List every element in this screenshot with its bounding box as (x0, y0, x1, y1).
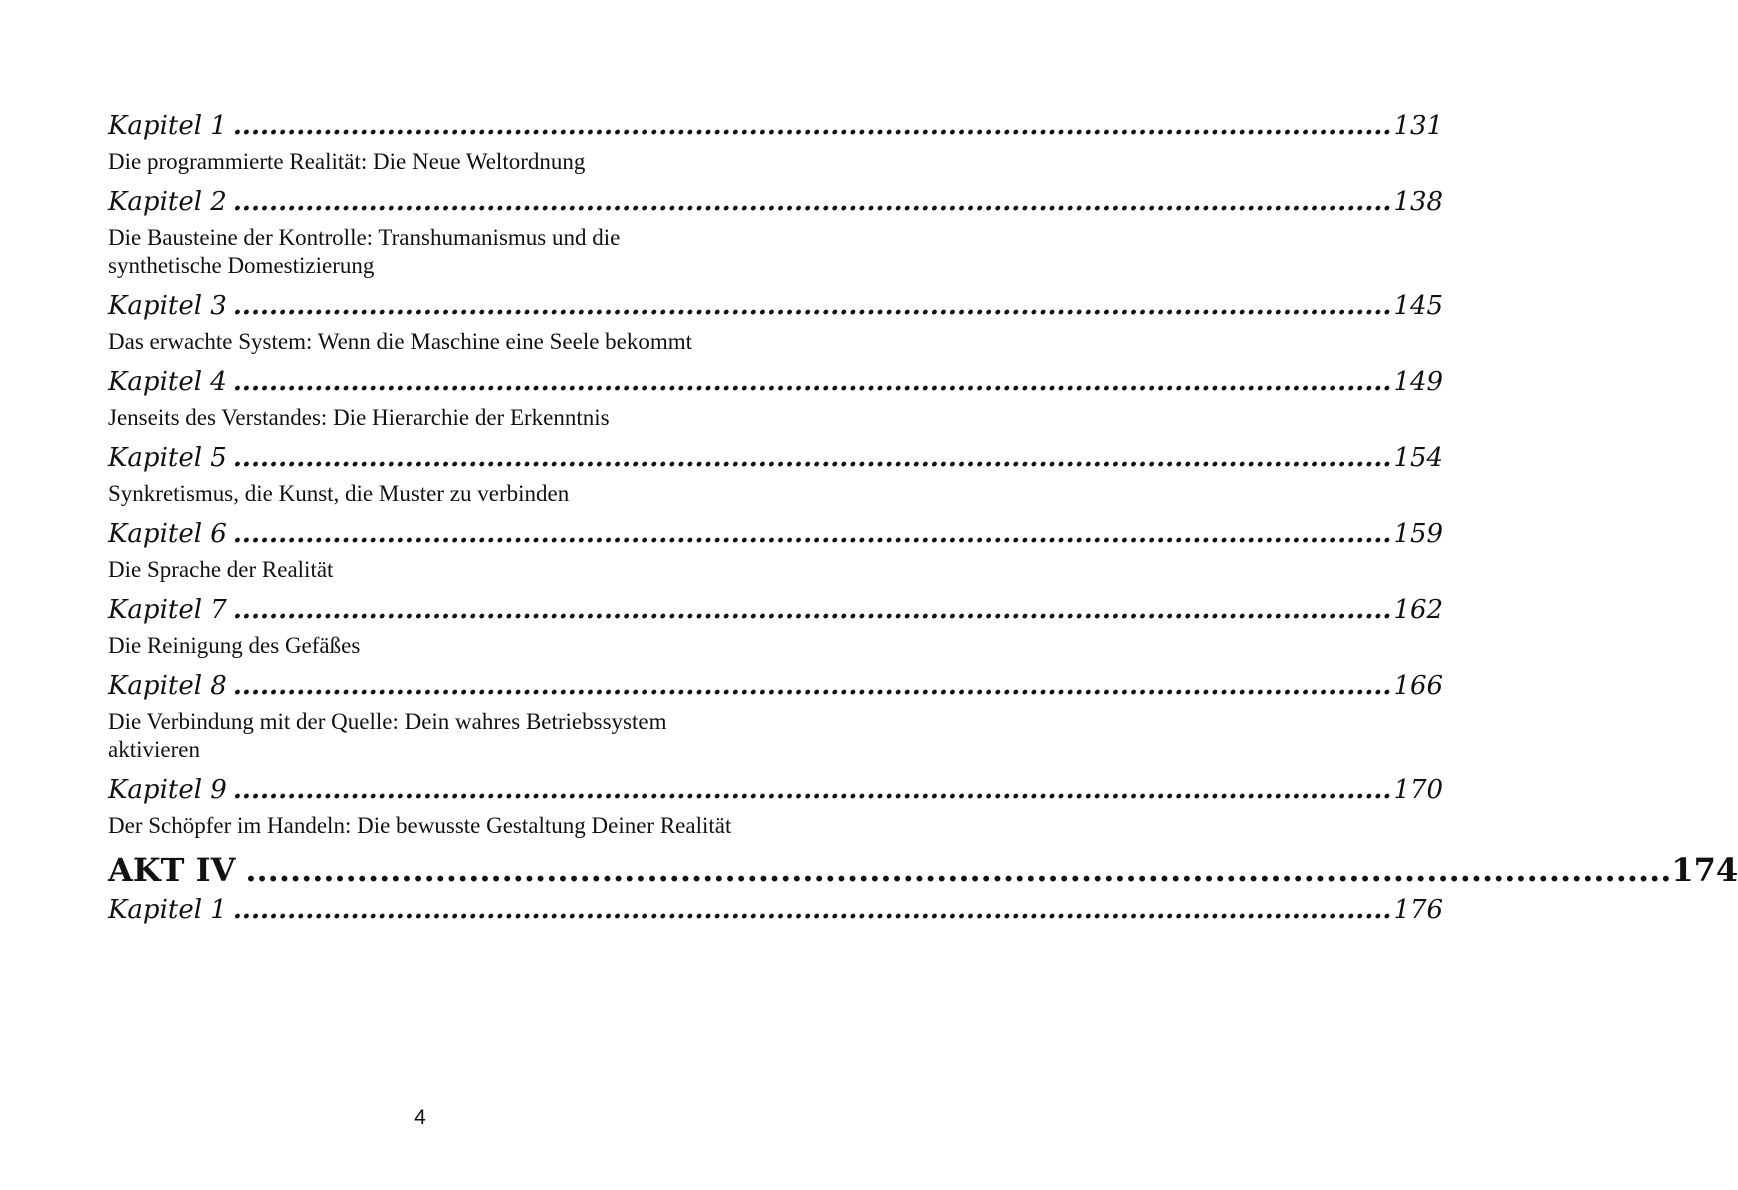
chapter-label: Kapitel 5 (108, 443, 227, 473)
chapter-label: Kapitel 2 (108, 187, 227, 217)
chapter-heading (108, 668, 1444, 704)
dot-leader: ................................................................................................................................ (232, 367, 1392, 397)
chapter-heading (108, 108, 1444, 144)
chapter-description: Die Bausteine der Kontrolle: Transhumanismus und die synthetische Domestizierung (108, 225, 621, 278)
chapter-description: Die Verbindung mit der Quelle: Dein wahres Betriebssystem aktivieren (108, 709, 667, 762)
chapter-description: Synkretismus, die Kunst, die Muster zu verbinden (108, 481, 570, 506)
toc-entry-kapitel-2[interactable] (108, 184, 1444, 280)
chapter-heading (108, 772, 1444, 808)
toc-entry-kapitel-6[interactable] (108, 516, 1444, 584)
chapter-label: Kapitel 7 (108, 595, 227, 625)
chapter-page-number: 176 (1393, 895, 1444, 925)
chapter-label: Kapitel 8 (108, 671, 227, 701)
chapter-label: Kapitel 6 (108, 519, 227, 549)
toc-entry-kapitel-9[interactable] (108, 772, 1444, 840)
chapter-label: Kapitel 4 (108, 367, 227, 397)
dot-leader: ................................................................................................................................ (232, 443, 1392, 473)
chapter-description: Die Reinigung des Gefäßes (108, 633, 361, 658)
toc-entry-kapitel-7[interactable] (108, 592, 1444, 660)
chapter-page-number: 154 (1393, 443, 1444, 473)
page-number: 4 (414, 1106, 426, 1129)
toc-entry-akt-iv[interactable] (108, 848, 1738, 892)
chapter-page-number: 162 (1393, 595, 1444, 625)
chapter-heading (108, 184, 1444, 220)
chapter-heading (108, 516, 1444, 552)
chapter-description: Der Schöpfer im Handeln: Die bewusste Gestaltung Deiner Realität (108, 813, 732, 838)
chapter-heading (108, 440, 1444, 476)
chapter-description: Die programmierte Realität: Die Neue Weltordnung (108, 149, 586, 174)
dot-leader: ................................................................................................................................ (232, 595, 1392, 625)
toc-entry-kapitel-1[interactable] (108, 108, 1444, 176)
dot-leader: ................................................................................................................................ (232, 111, 1392, 141)
chapter-page-number: 170 (1393, 775, 1444, 805)
chapter-description: Jenseits des Verstandes: Die Hierarchie der Erkenntnis (108, 405, 610, 430)
toc-entry-kapitel-8[interactable] (108, 668, 1444, 764)
act-page-number: 174 (1671, 851, 1738, 889)
chapter-heading (108, 288, 1444, 324)
dot-leader: ................................................................................................................................ (232, 671, 1392, 701)
toc-entry-kapitel-3[interactable] (108, 288, 1444, 356)
table-of-contents (108, 108, 1738, 928)
dot-leader: ................................................................................................................................ (232, 291, 1392, 321)
act-label: AKT IV (108, 851, 236, 889)
chapter-label: Kapitel 3 (108, 291, 227, 321)
dot-leader: ................................................................................................................................ (232, 519, 1392, 549)
chapter-label: Kapitel 1 (108, 111, 227, 141)
dot-leader: ................................................................................................................................ (232, 775, 1392, 805)
chapter-page-number: 166 (1393, 671, 1444, 701)
toc-entry-akt-iv-kapitel-1[interactable] (108, 892, 1444, 928)
chapter-description: Die Sprache der Realität (108, 557, 334, 582)
chapter-label: Kapitel 9 (108, 775, 227, 805)
toc-entry-kapitel-4[interactable] (108, 364, 1444, 432)
dot-leader: ................................................................................................................................ (232, 187, 1392, 217)
toc-entry-kapitel-5[interactable] (108, 440, 1444, 508)
chapter-page-number: 159 (1393, 519, 1444, 549)
chapter-page-number: 131 (1393, 111, 1444, 141)
chapter-heading (108, 364, 1444, 400)
dot-leader: ................................................................................................................................ (232, 895, 1392, 925)
chapter-label: Kapitel 1 (108, 895, 227, 925)
chapter-page-number: 149 (1393, 367, 1444, 397)
chapter-page-number: 138 (1393, 187, 1444, 217)
dot-leader: ................................................................................................................................ (245, 851, 1672, 889)
chapter-page-number: 145 (1393, 291, 1444, 321)
chapter-heading (108, 592, 1444, 628)
chapter-description: Das erwachte System: Wenn die Maschine eine Seele bekommt (108, 329, 693, 354)
chapter-heading (108, 892, 1444, 928)
